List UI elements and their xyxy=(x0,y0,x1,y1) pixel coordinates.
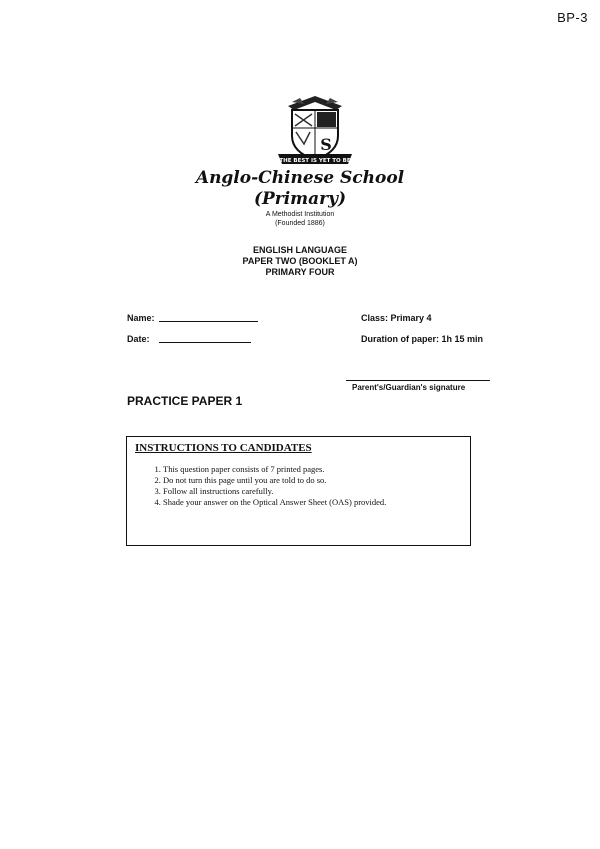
class-label: Class: Primary 4 xyxy=(361,313,432,323)
school-crest-icon xyxy=(270,92,360,168)
signature-label: Parent's/Guardian's signature xyxy=(352,383,466,392)
instructions-list xyxy=(149,464,386,508)
institution-info xyxy=(0,210,600,228)
instruction-item: 4. Shade your answer on the Optical Answer Sheet (OAS) provided. xyxy=(163,497,386,508)
paper-title: PAPER TWO (BOOKLET A) xyxy=(242,256,358,266)
crest-motto: THE BEST IS YET TO BE xyxy=(279,158,351,164)
instruction-item: 1. This question paper consists of 7 printed pages. xyxy=(163,464,386,475)
name-field[interactable] xyxy=(159,321,258,322)
crest-wings xyxy=(288,96,342,110)
school-name-line1: Anglo-Chinese School xyxy=(195,168,405,188)
instruction-item: 2. Do not turn this page until you are told to do so. xyxy=(163,475,386,486)
signature-line[interactable] xyxy=(346,380,490,381)
date-label: Date: xyxy=(127,334,150,344)
duration-label: Duration of paper: 1h 15 min xyxy=(361,334,484,344)
instructions-box xyxy=(126,436,471,546)
paper-subject: ENGLISH LANGUAGE xyxy=(252,245,347,255)
practice-title: PRACTICE PAPER 1 xyxy=(127,394,243,408)
motto-banner xyxy=(278,154,352,164)
name-label: Name: xyxy=(127,313,155,323)
instructions-heading: INSTRUCTIONS TO CANDIDATES xyxy=(135,442,312,454)
school-name-line2: (Primary) xyxy=(253,189,347,209)
school-name xyxy=(0,168,600,210)
paper-level: PRIMARY FOUR xyxy=(265,267,335,277)
founded-label: (Founded 1886) xyxy=(275,220,325,227)
paper-info xyxy=(0,245,600,278)
instruction-item: 3. Follow all instructions carefully. xyxy=(163,486,386,497)
svg-text:S: S xyxy=(320,135,332,154)
document-code: BP-3 xyxy=(557,10,588,25)
institution-label: A Methodist Institution xyxy=(265,211,335,218)
date-field[interactable] xyxy=(159,342,251,343)
